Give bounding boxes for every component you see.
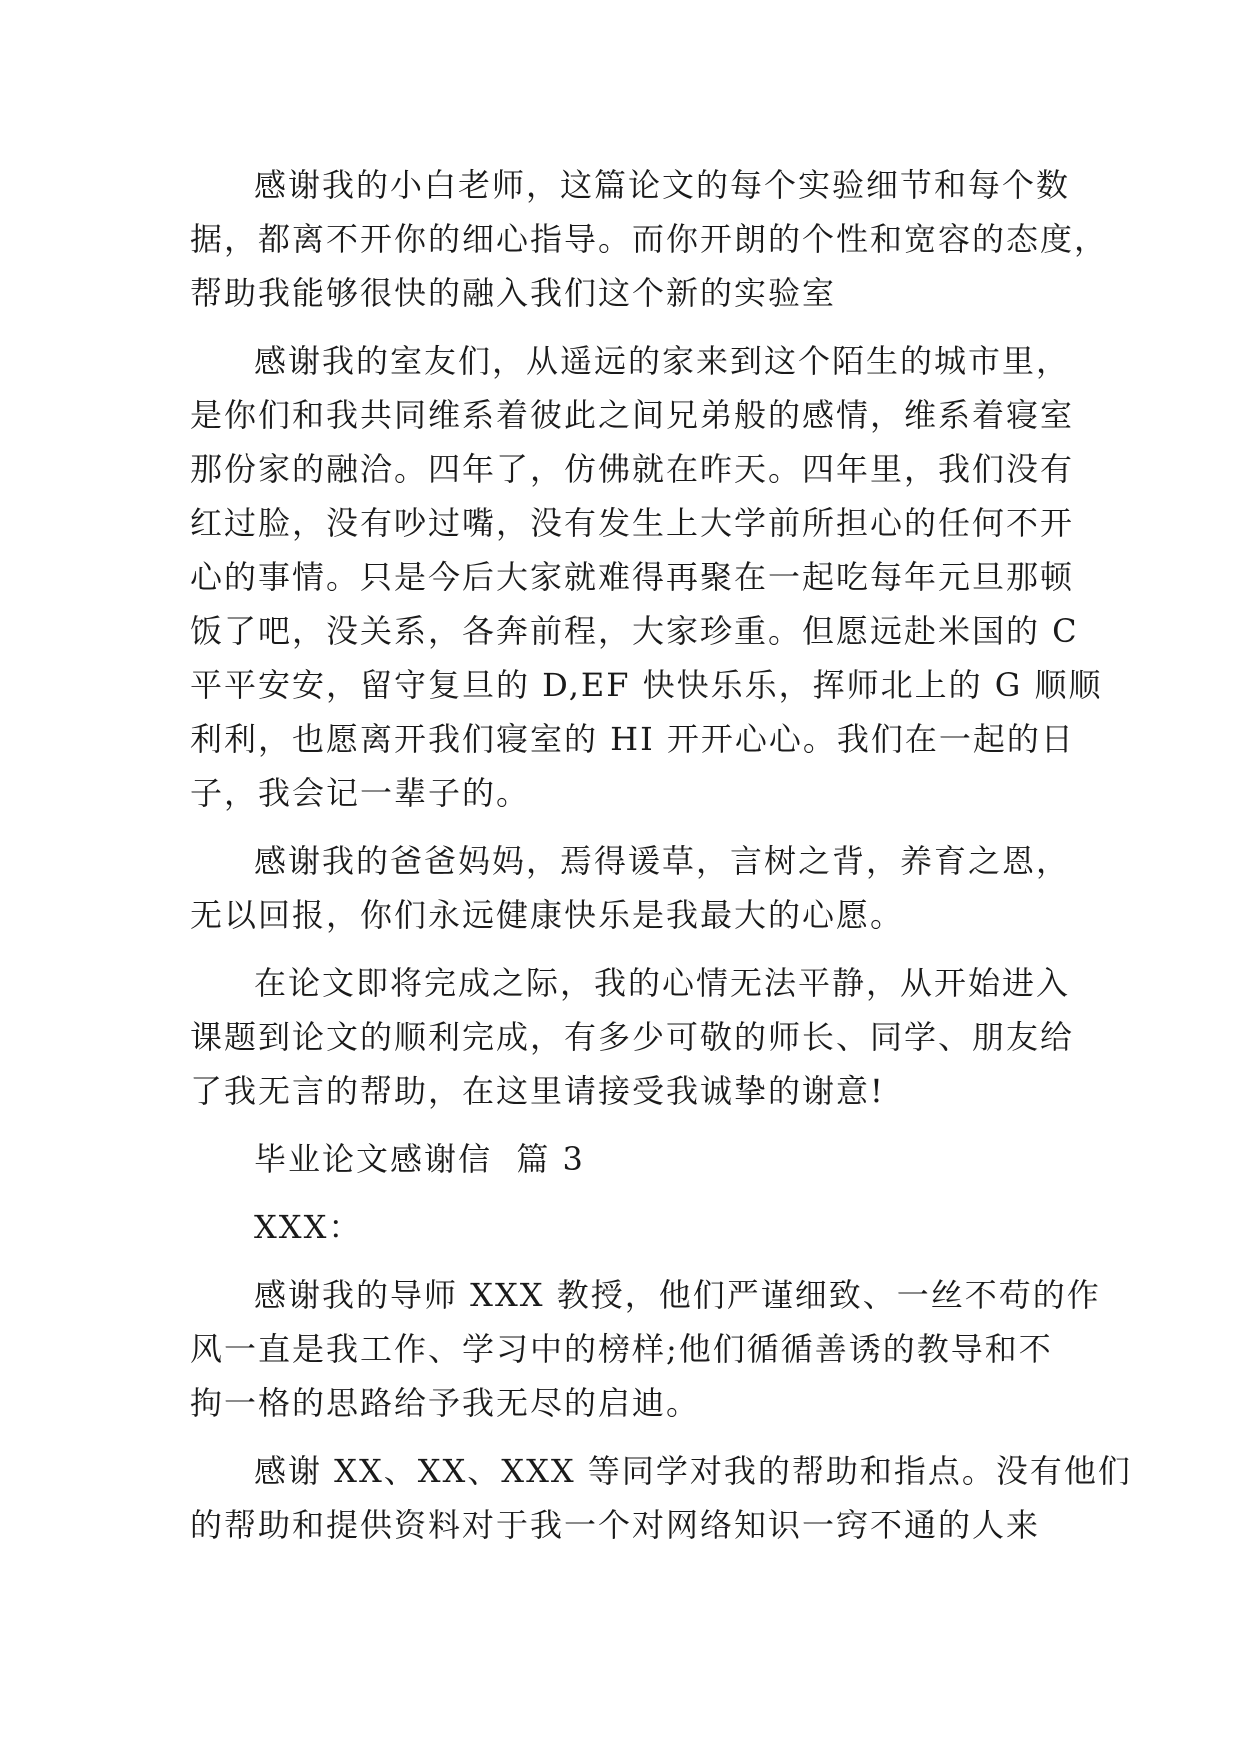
paragraph-line: 帮助我能够很快的融入我们这个新的实验室 — [190, 274, 837, 312]
paragraph-line: 是你们和我共同维系着彼此之间兄弟般的感情，维系着寝室 — [190, 396, 1075, 434]
paragraph — [190, 158, 1109, 320]
paragraph-line: 风一直是我工作、学习中的榜样;他们循循善诱的教导和不 — [190, 1330, 1053, 1368]
paragraph — [190, 1444, 1132, 1552]
paragraph-line: 子，我会记一辈子的。 — [190, 774, 531, 812]
paragraph-line: 感谢我的导师 XXX 教授，他们严谨细致、一丝不苟的作 — [254, 1276, 1101, 1314]
paragraph-line: 感谢我的小白老师，这篇论文的每个实验细节和每个数 — [254, 166, 1071, 204]
paragraph-line: 课题到论文的顺利完成，有多少可敬的师长、同学、朋友给 — [190, 1018, 1075, 1056]
paragraph-line: 感谢 XX、XX、XXX 等同学对我的帮助和指点。没有他们 — [254, 1452, 1132, 1490]
paragraph-line: 感谢我的室友们，从遥远的家来到这个陌生的城市里， — [254, 342, 1071, 380]
paragraph-line: 无以回报，你们永远健康快乐是我最大的心愿。 — [190, 896, 905, 934]
paragraph — [190, 1268, 1101, 1430]
paragraph-line: 据，都离不开你的细心指导。而你开朗的个性和宽容的态度， — [190, 220, 1109, 258]
paragraph-line: 感谢我的爸爸妈妈，焉得谖草，言树之背，养育之恩， — [254, 842, 1071, 880]
paragraph-line: 利利，也愿离开我们寝室的 HI 开开心心。我们在一起的日 — [190, 720, 1075, 758]
paragraph — [190, 834, 1071, 942]
section-heading — [190, 1132, 1052, 1186]
salutation-text: XXX： — [254, 1208, 363, 1246]
paragraph — [190, 334, 1103, 820]
paragraph-line: 的帮助和提供资料对于我一个对网络知识一窍不通的人来 — [190, 1506, 1041, 1544]
section-heading-text: 毕业论文感谢信 篇 3 — [254, 1140, 585, 1178]
paragraph-line: 那份家的融洽。四年了，仿佛就在昨天。四年里，我们没有 — [190, 450, 1075, 488]
paragraph-line: 饭了吧，没关系，各奔前程，大家珍重。但愿远赴米国的 C — [190, 612, 1079, 650]
paragraph-line: 在论文即将完成之际，我的心情无法平静，从开始进入 — [254, 964, 1071, 1002]
paragraph-line: 红过脸，没有吵过嘴，没有发生上大学前所担心的任何不开 — [190, 504, 1075, 542]
paragraph-line: 拘一格的思路给予我无尽的启迪。 — [190, 1384, 701, 1422]
paragraph-line: 了我无言的帮助，在这里请接受我诚挚的谢意! — [190, 1072, 885, 1110]
salutation — [190, 1200, 1052, 1254]
paragraph-line: 心的事情。只是今后大家就难得再聚在一起吃每年元旦那顿 — [190, 558, 1075, 596]
document-body — [190, 158, 1132, 1552]
paragraph-line: 平平安安，留守复旦的 D,EF 快快乐乐，挥师北上的 G 顺顺 — [190, 666, 1103, 704]
paragraph — [190, 956, 1075, 1118]
